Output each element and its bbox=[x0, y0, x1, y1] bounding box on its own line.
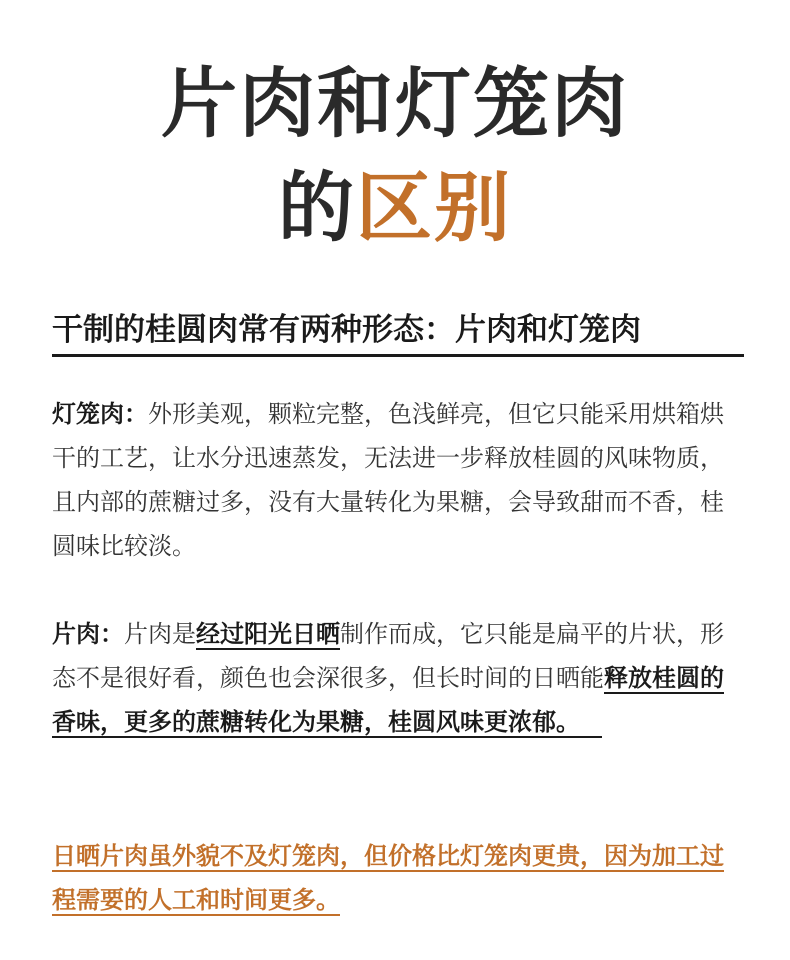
lantern-label: 灯笼肉 bbox=[52, 400, 124, 428]
price-note bbox=[52, 834, 746, 922]
slice-label: 片肉 bbox=[52, 620, 100, 648]
slice-paragraph bbox=[52, 612, 746, 744]
slice-emphasis-2: 释放桂圆的香味，更多的蔗糖转化为果糖，桂圆风味更浓郁。 bbox=[52, 664, 724, 736]
lantern-text: 外形美观，颗粒完整，色浅鲜亮，但它只能采用烘箱烘干的工艺，让水分迅速蒸发，无法进一步释放桂圆的风味物质，且内部的蔗糖过多，没有大量转化为果糖，会导致甜而不香，桂圆味比较淡。 bbox=[52, 400, 724, 560]
price-note-text: 日晒片肉虽外貌不及灯笼肉，但价格比灯笼肉更贵，因为加工过程需要的人工和时间更多。 bbox=[52, 842, 724, 914]
title-plain: 的 bbox=[278, 163, 356, 252]
title-accent: 区别 bbox=[356, 163, 512, 252]
slice-text-1: 片肉是 bbox=[124, 620, 196, 648]
section-heading: 干制的桂圆肉常有两种形态：片肉和灯笼肉 bbox=[52, 306, 744, 357]
lantern-colon: ： bbox=[124, 400, 148, 428]
slice-text-2: 制作而成，它只能是扁平的片状，形态不是很好看，颜色也会深很多，但长时间的日晒能 bbox=[52, 620, 724, 692]
page-title-line2 bbox=[0, 160, 790, 256]
slice-colon: ： bbox=[100, 620, 124, 648]
slice-emphasis-1: 经过阳光日晒 bbox=[196, 620, 340, 648]
lantern-paragraph bbox=[52, 392, 746, 568]
page-title-line1: 片肉和灯笼肉 bbox=[161, 59, 629, 148]
